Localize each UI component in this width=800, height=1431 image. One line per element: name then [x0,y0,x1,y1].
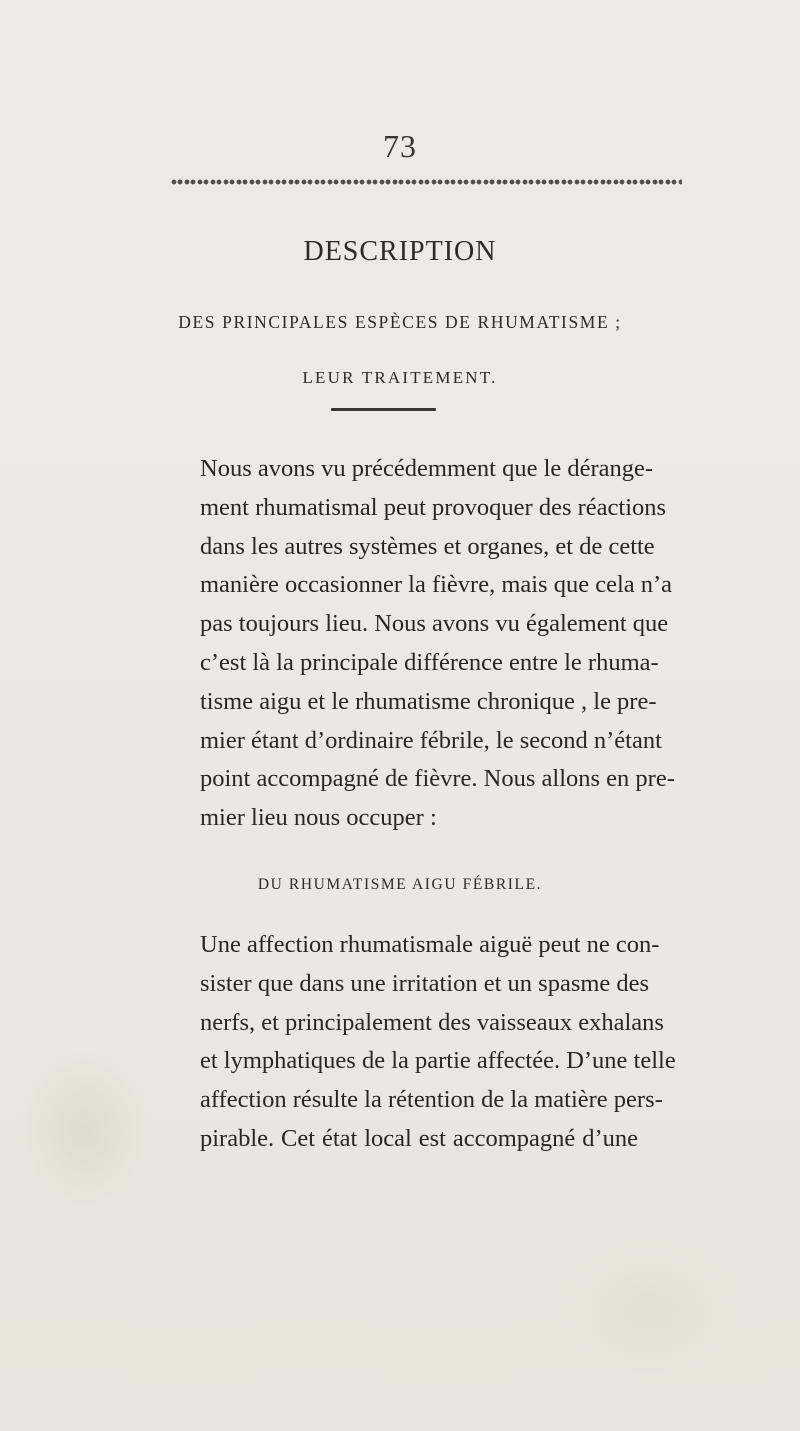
text-line: mier lieu nous occuper : [200,804,437,832]
text-line: pirable. Cet état local est accompagné d’une [200,1124,638,1152]
paragraph-intro [200,450,675,838]
text-line: manière occasionner la fièvre, mais que cela n’a [200,571,673,599]
text-line: sister que dans une irritation et un spasme des [200,969,650,997]
text-line: Une affection rhumatismale aiguë peut ne con- [200,931,660,958]
text-line: c’est là la principale différence entre le rhuma- [200,648,659,676]
text-line: dans les autres systèmes et organes, et de cette [200,532,655,560]
paper-stain [20,1050,150,1210]
title-divider-rule [331,408,436,411]
text-line: ment rhumatismal peut provoquer des réactions [200,493,667,521]
paper-stain [560,1240,740,1380]
text-line: et lymphatiques de la partie affectée. D’une telle [200,1047,676,1075]
page-subtitle: DES PRINCIPALES ESPÈCES DE RHUMATISME ; [178,312,622,332]
section-heading: DU RHUMATISME AIGU FÉBRILE. [257,876,543,893]
text-line: pas toujours lieu. Nous avons vu également que [200,610,669,638]
paragraph-acute-rheumatism [200,926,676,1159]
text-line: Nous avons vu précédemment que le dérange- [200,455,654,482]
page-subtitle-secondary: LEUR TRAITEMENT. [302,368,498,387]
page-number: 73 [383,128,417,164]
text-line: tisme aigu et le rhumatisme chronique , le pre- [200,687,657,715]
text-line: point accompagné de fièvre. Nous allons en pre- [200,765,675,793]
text-line: affection résulte la rétention de la matière pers- [200,1086,663,1114]
decorative-border-ornament [170,176,682,189]
text-line: nerfs, et principalement des vaisseaux exhalans [200,1008,664,1036]
text-line: mier étant d’ordinaire fébrile, le second n’étant [200,726,662,754]
page-title: DESCRIPTION [303,236,497,267]
